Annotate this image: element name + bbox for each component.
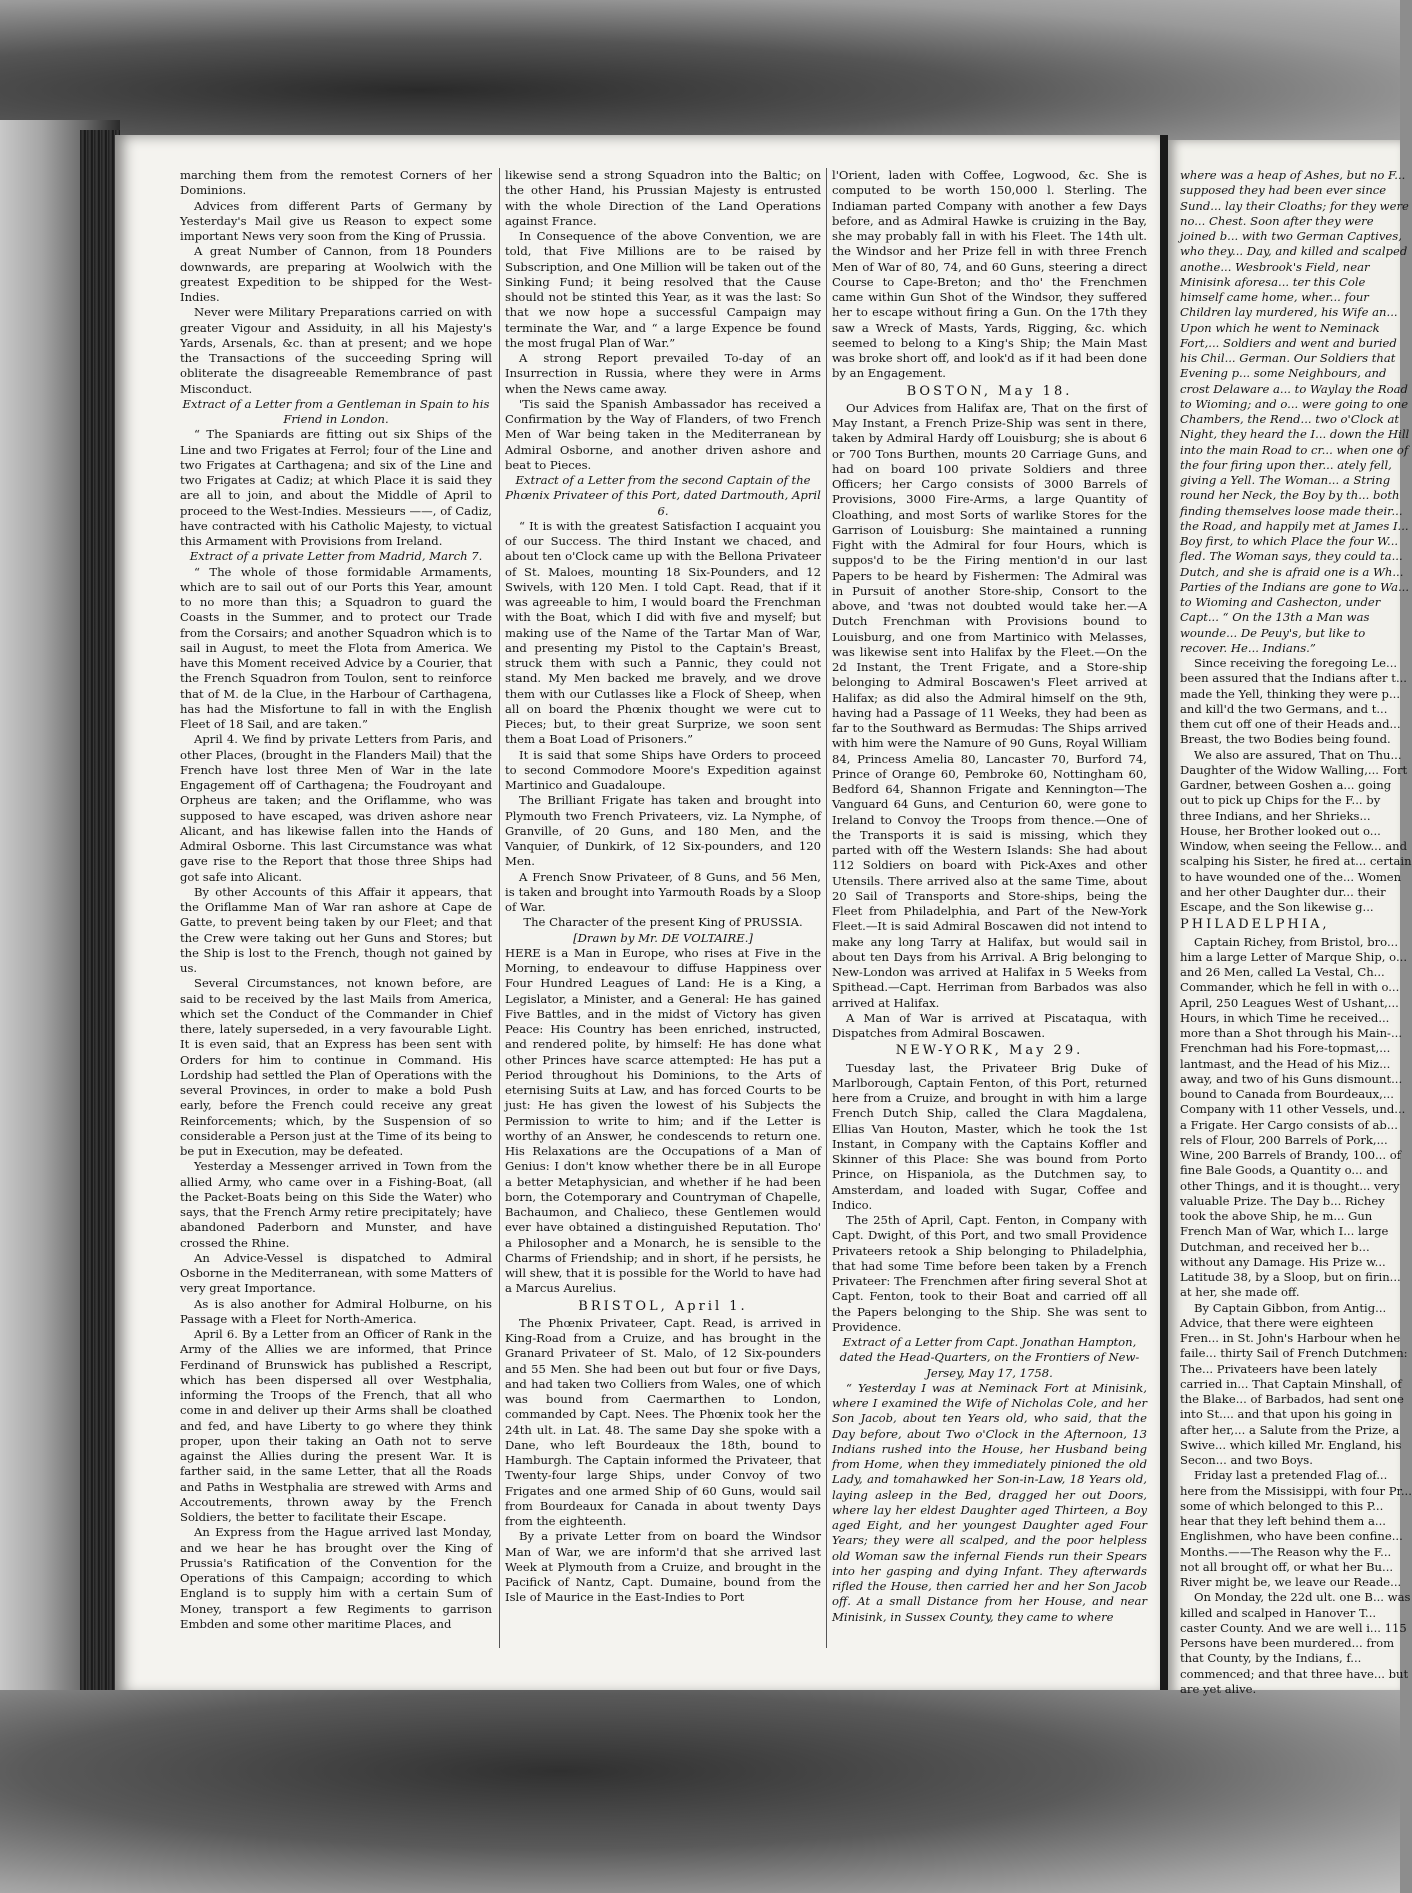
- paragraph: It is said that some Ships have Orders to proceed to second Commodore Moore's Expedition against Martinico and Guadaloupe.: [505, 747, 821, 792]
- paragraph: An Advice-Vessel is dispatched to Admiral Osborne in the Mediterranean, with some Matters of very great Importance.: [180, 1250, 492, 1296]
- paragraph: Friday last a pretended Flag of... here from the Missisippi, with four Pr... some of which belonged to this P... hear that they left behind them a... Englishmen, who have been confine... Months.——The Reason why the F... not all brought off, or what her Bu... River might be, we leave our Reade...: [1180, 1468, 1412, 1589]
- extract-heading: Extract of a Letter from the second Captain of the Phœnix Privateer of this Port, dated Dartmouth, April 6.: [505, 473, 821, 518]
- paragraph: A strong Report prevailed To-day of an Insurrection in Russia, where they were in Arms when the News came away.: [505, 351, 821, 396]
- column-4-cropped: [1180, 168, 1412, 1696]
- paragraph: By other Accounts of this Affair it appears, that the Oriflamme Man of War ran ashore at Cape de Gatte, to prevent being taken by our Fleet; and that the Crew were taking out her Guns and Stores; but the Ship is lost to the French, though not gained by us.: [180, 884, 492, 975]
- paragraph: Never were Military Preparations carried on with greater Vigour and Assiduity, in all his Majesty's Yards, Arsenals, &c. than at present; and we hope the Transactions of the succeeding Spring will obliterate the disagreeable Remembrance of past Misconduct.: [180, 305, 492, 396]
- paragraph: Since receiving the foregoing Le... been assured that the Indians after t... made the Yell, thinking they were p... and kill'd the two Germans, and t... them cut off one of their Heads and... Breast, the two Bodies being found.: [1180, 656, 1407, 747]
- paragraph: Yesterday a Messenger arrived in Town from the allied Army, who came over in a Fishing-Boat, (all the Packet-Boats being on this Side the Water) who says, that the French Army retire precipitately; have abandoned Paderborn and Munster, and have crossed the Rhine.: [180, 1159, 492, 1250]
- extract-heading: Extract of a Letter from a Gentleman in Spain to his Friend in London.: [182, 396, 490, 426]
- paragraph: l'Orient, laden with Coffee, Logwood, &c. She is computed to be worth 150,000 l. Sterling. The Indiaman parted Company with another a few Days before, and as Admiral Hawke is cruizing in the Bay, she may probably fall in with his Fleet. The 14th ult. the Windsor and her Prize fell in with three French Men of War of 80, 74, and 60 Guns, steering a direct Course to Cape-Breton; and tho' the Frenchmen came within Gun Shot of the Windsor, they suffered her to escape without firing a Gun. On the 17th they saw a Wreck of Masts, Yards, Rigging, &c. which seemed to belong to a King's Ship; the Main Mast was broke short off, and look'd as if it had been done by an Engagement.: [832, 168, 1147, 381]
- paragraph: We also are assured, That on Thu... Daughter of the Widow Walling,... Fort Gardner, between Goshen a... going out to pick up Chips for the F... by three Indians, and her Shrieks... House, her Brother looked out o... Window, when seeing the Fellow... and scalping his Sister, he fired at... certain to have wounded one of the... Women and her other Daughter dur... their Escape, and the Son likewise g...: [1180, 747, 1412, 914]
- dateline-new-york: NEW-YORK, May 29.: [895, 1043, 1084, 1059]
- paragraph: “ The whole of those formidable Armaments, which are to sail out of our Ports this Year, amount to no more than this; a Squadron to guard the Coasts in the Summer, and to protect our Trade from the Corsairs; and another Squadron which is to sail in August, to meet the Flota from America. We have this Moment received Advice by a Courier, that the French Squadron from Toulon, sent to reinforce that of M. de la Clue, in the Harbour of Carthagena, has had the Misfortune to fall in with the English Fleet of 18 Sail, and are taken.”: [180, 564, 492, 731]
- paragraph: A Man of War is arrived at Piscataqua, with Dispatches from Admiral Boscawen.: [832, 1010, 1147, 1040]
- paragraph: where was a heap of Ashes, but no F... supposed they had been ever since Sund... lay their Cloaths; for they were no... Chest. Soon after they were joined b... with two German Captives, who they... Day, and killed and scalped anothe... Wesbrook's Field, near Minisink aforesa... ter this Cole himself came home, wher... four Children lay murdered, his Wife an... Upon which he went to Neminack Fort,... Soldiers and went and buried his Chil... German. Our Soldiers that Evening p... some Neighbours, and crost Delaware a... to Waylay the Road to Wioming; and o... were going to one Chambers, the Rend... two o'Clock at Night, they heard the I... down the Hill into the main Road to cr... when one of the four firing upon ther... ately fell, giving a Yell. The Woman... a String round her Neck, the Boy by th... both finding themselves loose made their... the Road, and happily met at James I... Boy first, to which Place the four W... fled. The Woman says, they could ta... Dutch, and she is afraid one is a Wh... Parties of the Indians are gone to Wa... to Wioming and Cashecton, under Capt... “ On the 13th a Man was wounde... De Peuy's, but like to recover. He... Indians.”: [1180, 168, 1410, 655]
- paragraph: A French Snow Privateer, of 8 Guns, and 56 Men, is taken and brought into Yarmouth Roads by a Sloop of War.: [505, 869, 821, 914]
- column-3: [832, 168, 1147, 1658]
- paragraph: Tuesday last, the Privateer Brig Duke of Marlborough, Captain Fenton, of this Port, returned here from a Cruize, and brought in with him a large French Dutch Ship, called the Clara Magdalena, Ellias Van Houton, Master, which he took the 1st Instant, in Company with the Captains Koffler and Skinner of this Place: She was bound from Porto Prince, on Hispaniola, as the Dutchmen say, to Amsterdam, and loaded with Sugar, Coffee and Indico.: [832, 1060, 1147, 1212]
- column-2: [505, 168, 821, 1658]
- paragraph: As is also another for Admiral Holburne, on his Passage with a Fleet for North-America.: [180, 1296, 492, 1326]
- column-rule: [826, 168, 827, 1648]
- book-spine: [80, 130, 120, 1690]
- paragraph: In Consequence of the above Convention, we are told, that Five Millions are to be raised by Subscription, and One Million will be taken out of the Sinking Fund; it being resolved that the Cause should not be stinted this Year, as it was the last: So that we now hope a successful Campaign may terminate the War, and “ a large Expence be found the most frugal Plan of War.”: [505, 229, 822, 350]
- column-1: [180, 168, 492, 1658]
- paragraph: “ It is with the greatest Satisfaction I acquaint you of our Success. The third Instant we chaced, and about ten o'Clock came up with the Bellona Privateer of St. Maloes, mounting 18 Six-Pounders, and 12 Swivels, with 120 Men. I told Capt. Read, that if it was agreeable to him, I would board the Frenchman with the Boat, which I did with five and myself; but making use of the Name of the Tartar Man of War, and presenting my Pistol to the Captain's Breast, struck them with such a Pannic, they could not stand. My Men backed me bravely, and we drove them with our Cutlasses like a Flock of Sheep, when all on board the Phœnix thought we were cut to Pieces; but, to their great Surprize, we soon sent them a Boat Load of Prisoners.”: [505, 518, 821, 747]
- paragraph: On Monday, the 22d ult. one B... was killed and scalped in Hanover T... caster County. And we are well i... 115 Persons have been murdered... from that County, by the Indians, f... commenced; and that three have... but are yet alive.: [1180, 1590, 1411, 1696]
- paragraph: 'Tis said the Spanish Ambassador has received a Confirmation by the Way of Flanders, of two French Men of War being taken in the Mediterranean by Admiral Osborne, and another driven ashore and beat to Pieces.: [505, 396, 821, 472]
- article-byline: [Drawn by Mr. DE VOLTAIRE.]: [573, 930, 753, 945]
- extract-heading: Extract of a private Letter from Madrid, March 7.: [189, 549, 483, 564]
- paragraph: “ Yesterday I was at Neminack Fort at Minisink, where I examined the Wife of Nicholas Cole, and her Son Jacob, about ten Years old, who said, that the Day before, about Two o'Clock in the Afternoon, 13 Indians rushed into the House, her Husband being from Home, when they immediately pinioned the old Lady, and tomahawked her Son-in-Law, 18 Years old, laying asleep in the Bed, dragged her out Doors, where lay her eldest Daughter aged Thirteen, a Boy aged Eight, and her youngest Daughter aged Four Years; they were all scalped, and the poor helpless old Woman saw the infernal Fiends run their Spears into her gasping and dying Infant. They afterwards rifled the House, then carried her and her Son Jacob off. At a small Distance from her House, and near Minisink, in Sussex County, they came to where: [832, 1380, 1147, 1624]
- extract-heading: Extract of a Letter from Capt. Jonathan Hampton, dated the Head-Quarters, on the Frontiers of New-Jersey, May 17, 1758.: [839, 1335, 1140, 1380]
- dateline-boston: BOSTON, May 18.: [906, 383, 1073, 399]
- dateline-bristol: BRISTOL, April 1.: [578, 1298, 748, 1314]
- paragraph: Captain Richey, from Bristol, bro... him a large Letter of Marque Ship, o... and 26 Men, called La Vestal, Ch... Commander, which he fell in with o... April, 250 Leagues West of Ushant,... Hours, in which Time he received... more than a Shot through his Main-... Frenchman had his Fore-topmast,... lantmast, and the Head of his Miz... away, and two of his Guns dismount... bound to Canada from Bourdeaux,... Company with 11 other Vessels, und... a Frigate. Her Cargo consists of ab... rels of Flour, 200 Barrels of Pork,... Wine, 200 Barrels of Brandy, 100... of fine Bale Goods, a Quantity o... and other Things, and it is thought... very valuable Prize. The Day b... Richey took the above Ship, he m... Gun French Man of War, which I... large Dutchman, and received her b... without any Damage. His Prize w... Latitude 38, by a Sloop, but on firin... at her, she made off.: [1180, 934, 1408, 1300]
- column-rule: [499, 168, 500, 1648]
- paragraph: By a private Letter from on board the Windsor Man of War, we are inform'd that she arrived last Week at Plymouth from a Cruize, and brought in the Pacifick of Nantz, Capt. Dumaine, bound from the Isle of Maurice in the East-Indies to Port: [505, 1529, 821, 1605]
- scan-shadow-bottom: [0, 1690, 1400, 1893]
- dateline-philadelphia: PHILADELPHIA,: [1180, 917, 1330, 933]
- paragraph: April 6. By a Letter from an Officer of Rank in the Army of the Allies we are informed, that Prince Ferdinand of Brunswick has published a Rescript, which has been dispersed all over Westphalia, informing the Troops of the French, that all who come in and deliver up their Arms shall be cloathed and fed, and have Liberty to go where they think proper, upon their taking an Oath not to serve against the Allies during the present War. It is farther said, in the same Letter, that all the Roads and Paths in Westphalia are strewed with Arms and Accoutrements, thrown away by the French Soldiers, the better to facilitate their Escape.: [180, 1327, 492, 1524]
- paragraph: likewise send a strong Squadron into the Baltic; on the other Hand, his Prussian Majesty is entrusted with the whole Direction of the Land Operations against France.: [505, 168, 821, 228]
- paragraph: A great Number of Cannon, from 18 Pounders downwards, are preparing at Woolwich with the greatest Expedition to be shipped for the West-Indies.: [180, 244, 492, 304]
- paragraph: By Captain Gibbon, from Antig... Advice, that there were eighteen Fren... in St. John's Harbour when he faile... thirty Sail of French Dutchmen: The... Privateers have been lately carried in... That Captain Minshall, of the Blake... of Barbados, had sent one into St.... and that upon his going in after her,... a Salute from the Prize, a Swive... which killed Mr. England, his Secon... and two Boys.: [1180, 1300, 1408, 1467]
- page-gutter: [1160, 135, 1168, 1695]
- article-title: The Character of the present King of PRUSSIA.: [523, 915, 803, 930]
- paragraph: An Express from the Hague arrived last Monday, and we hear he has brought over the King of Prussia's Ratification of the Convention for the Operations of this Campaign; according to which England is to supply him with a certain Sum of Money, transport a few Regiments to garrison Embden and some other maritime Places, and: [180, 1525, 492, 1631]
- paragraph: The 25th of April, Capt. Fenton, in Company with Capt. Dwight, of this Port, and two small Providence Privateers retook a Ship belonging to Philadelphia, that had some Time before been taken by a French Privateer: The Frenchmen after firing several Shot at Capt. Fenton, took to their Boat and carried off all the Papers belonging to the Ship. She was sent to Providence.: [832, 1213, 1147, 1334]
- paragraph: HERE is a Man in Europe, who rises at Five in the Morning, to endeavour to diffuse Happiness over Four Hundred Leagues of Land: He is a King, a Legislator, a Minister, and a General: He has gained Five Battles, and in the midst of Victory has given Peace: His Country has been enriched, instructed, and rendered polite, by himself: He has done what other Princes have scarce attempted: He has put a Period throughout his Dominions, to the Arts of eternising Suits at Law, and has forced Courts to be just: He has given the lowest of his Subjects the Permission to write to him; and if the Letter is worthy of an Answer, he condescends to return one. His Relaxations are the Occupations of a Man of Genius: I don't know whether there be in all Europe a better Metaphysician, and whether if he had been born, the Cotemporary and Countryman of Chapelle, Bachaumon, and Chalieco, these Gentlemen would ever have obtained a distinguished Reputation. Tho' a Philosopher and a Monarch, he is sensible to the Charms of Friendship; and in short, if he persists, he will shew, that it is possible for the World to have had a Marcus Aurelius.: [505, 945, 821, 1296]
- paragraph: April 4. We find by private Letters from Paris, and other Places, (brought in the Flanders Mail) that the French have lost three Men of War in the late Engagement off of Carthagena; the Foudroyant and Orpheus are taken; and the Oriflamme, who was supposed to have escaped, was driven ashore near Alicant, and has likewise fallen into the Hands of Admiral Osborne. This last Circumstance was what gave rise to the Report that those three Ships had got safe into Alicant.: [180, 732, 492, 884]
- paragraph: Several Circumstances, not known before, are said to be received by the last Mails from America, which set the Conduct of the Commander in Chief there, lately superseded, in a very favourable Light. It is even said, that an Express has been sent with Orders for him to continue in Command. His Lordship had settled the Plan of Operations with the several Provinces, in order to make a bold Push early, before the French could receive any great Reinforcements; which, by the Suspension of so considerable a Person just at the Time of its being to be put in Execution, may be defeated.: [180, 976, 492, 1158]
- paragraph: The Brilliant Frigate has taken and brought into Plymouth two French Privateers, viz. La Nymphe, of Granville, of 20 Guns, and 180 Men, and the Vanquier, of Dunkirk, of 12 Six-pounders, and 120 Men.: [505, 793, 821, 869]
- paragraph: marching them from the remotest Corners of her Dominions.: [180, 168, 492, 198]
- paragraph: “ The Spaniards are fitting out six Ships of the Line and two Frigates at Ferrol; four of the Line and two Frigates at Carthagena; and six of the Line and two Frigates at Cadiz; at which Place it is said they are all to join, and about the Middle of April to proceed to the West-Indies. Messieurs ——, of Cadiz, have contracted with his Catholic Majesty, to victual this Armament with Provisions from Ireland.: [180, 427, 492, 548]
- paragraph: Our Advices from Halifax are, That on the first of May Instant, a French Prize-Ship was sent in there, taken by Admiral Hardy off Louisburg; she is about 6 or 700 Tons Burthen, mounts 20 Carriage Guns, and had on board 100 private Soldiers and three Officers; her Cargo consists of 3000 Barrels of Provisions, 3000 Fire-Arms, a large Quantity of Cloathing, and most Sorts of warlike Stores for the Garrison of Louisburg: She maintained a running Fight with the Admiral for four Hours, which is suppos'd to be the Firing mention'd in our last Papers to be heard by Fishermen: The Admiral was in Pursuit of another Store-ship, Consort to the above, and 'twas not doubted would take her.—A Dutch Frenchman with Provisions bound to Louisburg, and one from Martinico with Melasses, was likewise sent into Halifax by the Fleet.—On the 2d Instant, the Trent Frigate, and a Store-ship belonging to Admiral Boscawen's Fleet arrived at Halifax; as did also the Admiral himself on the 9th, having had a Passage of 11 Weeks, they had been as far to the Southward as Bermudas: The Ships arrived with him were the Namure of 90 Guns, Royal William 84, Princess Amelia 80, Lancaster 70, Burford 74, Prince of Orange 60, Pembroke 60, Nottingham 60, Bedford 64, Shannon Frigate and Kennington—The Vanguard 64 Guns, and Centurion 60, were gone to Ireland to Convoy the Troops from thence.—One of the Transports it is said is missing, which they parted with off the Western Islands: She had about 112 Soldiers on board with Pick-Axes and other Utensils. There arrived also at the same Time, about 20 Sail of Transports and Store-ships, being the Fleet from Philadelphia, and Part of the New-York Fleet.—It is said Admiral Boscawen did not intend to make any long Tarry at Halifax, but would sail in about ten Days from his Arrival. A Brig belonging to New-London was arrived at Halifax in 5 Weeks from Spithead.—Capt. Herriman from Barbados was also arrived at Halifax.: [832, 400, 1147, 1010]
- paragraph: Advices from different Parts of Germany by Yesterday's Mail give us Reason to expect some important News very soon from the King of Prussia.: [180, 198, 492, 243]
- scan-shadow-top: [0, 0, 1400, 150]
- paragraph: The Phœnix Privateer, Capt. Read, is arrived in King-Road from a Cruize, and has brought in the Granard Privateer of St. Malo, of 12 Six-pounders and 55 Men. She had been out but four or five Days, and had taken two Colliers from Wales, one of which was bound from Caermarthen to London, commanded by Capt. Nees. The Phœnix took her the 24th ult. in Lat. 48. The same Day she spoke with a Dane, who left Bourdeaux the 18th, bound to Hamburgh. The Captain informed the Privateer, that Twenty-four large Ships, under Convoy of two Frigates and one armed Ship of 60 Guns, would sail from Bourdeaux for Canada in about twenty Days from the eighteenth.: [505, 1315, 821, 1528]
